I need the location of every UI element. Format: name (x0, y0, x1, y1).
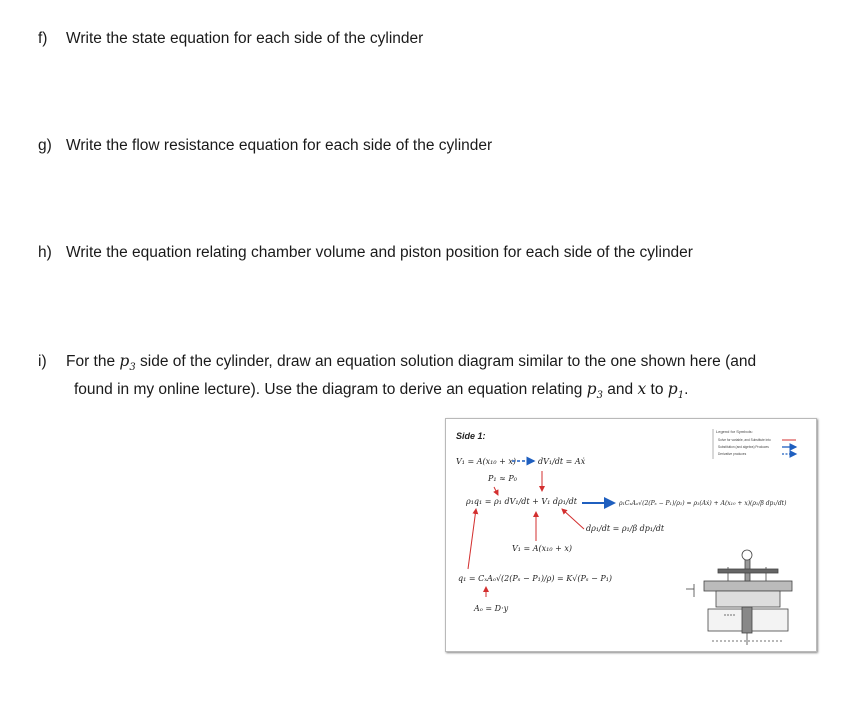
eq-density-rate: dρ₁/dt = ρ₁/β dp₁/dt (586, 524, 665, 533)
arrow-red (494, 487, 498, 495)
question-label: f) (38, 30, 48, 47)
question-text-1a: For the (66, 353, 120, 370)
eq-volume: V₁ = A(x₁₀ + x) (456, 457, 517, 466)
eq-flow: q₁ = CₓAₒ√(2(Pₛ − P₁)/ρ) = K√(Pₛ − P₁) (458, 574, 613, 583)
question-line-2 (74, 378, 688, 407)
question-text: Write the flow resistance equation for each side of the cylinder (66, 137, 493, 154)
question-label: h) (38, 244, 52, 261)
question-label: g) (38, 137, 52, 154)
math-x: x (637, 380, 647, 398)
question-label: i) (38, 353, 47, 370)
question-g (38, 135, 492, 157)
arrow-red (468, 509, 476, 569)
eq-volume-2: V₁ = A(x₁₀ + x) (512, 544, 573, 553)
eq-p1: P₁ ≈ P₀ (488, 474, 517, 483)
question-text-2a: found in my online lecture). Use the diagram to derive an equation relating (74, 381, 587, 398)
arrow-red (562, 509, 584, 529)
question-text-2d: . (684, 381, 689, 398)
valve-cylinder-schematic (686, 550, 792, 645)
eq-dvdt: dV₁/dt = Aẋ (538, 457, 586, 466)
legend-item: Solve for variable, and Substitute into (718, 438, 771, 442)
legend-item: Substitution (and algebra) Produces (718, 445, 769, 449)
math-p3: $p_3$ (586, 380, 603, 402)
math-p1: $p_1$ (667, 380, 685, 402)
eq-combined: ρ₁CₓAₒ√(2(Pₛ − P₁)/ρ₁) = ρ₁(Aẋ) + A(x₁₀ + x)(ρ₁/β dp₁/dt) (619, 500, 787, 507)
question-text-2c: to (646, 381, 668, 398)
question-i (38, 350, 838, 402)
equation-solution-diagram (445, 418, 817, 652)
question-text: Write the equation relating chamber volume and piston position for each side of the cylinder (66, 244, 693, 261)
math-p3: $p_3$ (119, 352, 136, 374)
question-text-2b: and (602, 381, 638, 398)
question-h (38, 242, 693, 264)
diagram-canvas (446, 419, 816, 651)
eq-mass-balance: ρ₁q₁ = ρ₁ dV₁/dt + V₁ dρ₁/dt (466, 497, 577, 506)
question-f (38, 28, 423, 50)
legend-item: Derivative produces (718, 452, 747, 456)
question-text-1b: side of the cylinder, draw an equation solution diagram similar to the one shown here (and (135, 353, 757, 370)
legend-title: Legend for Symbols: (716, 429, 753, 434)
diagram-title: Side 1: (456, 431, 486, 441)
legend (713, 429, 796, 459)
eq-orifice-area: Aₒ = D·y (474, 604, 509, 613)
question-text: Write the state equation for each side of the cylinder (66, 30, 424, 47)
